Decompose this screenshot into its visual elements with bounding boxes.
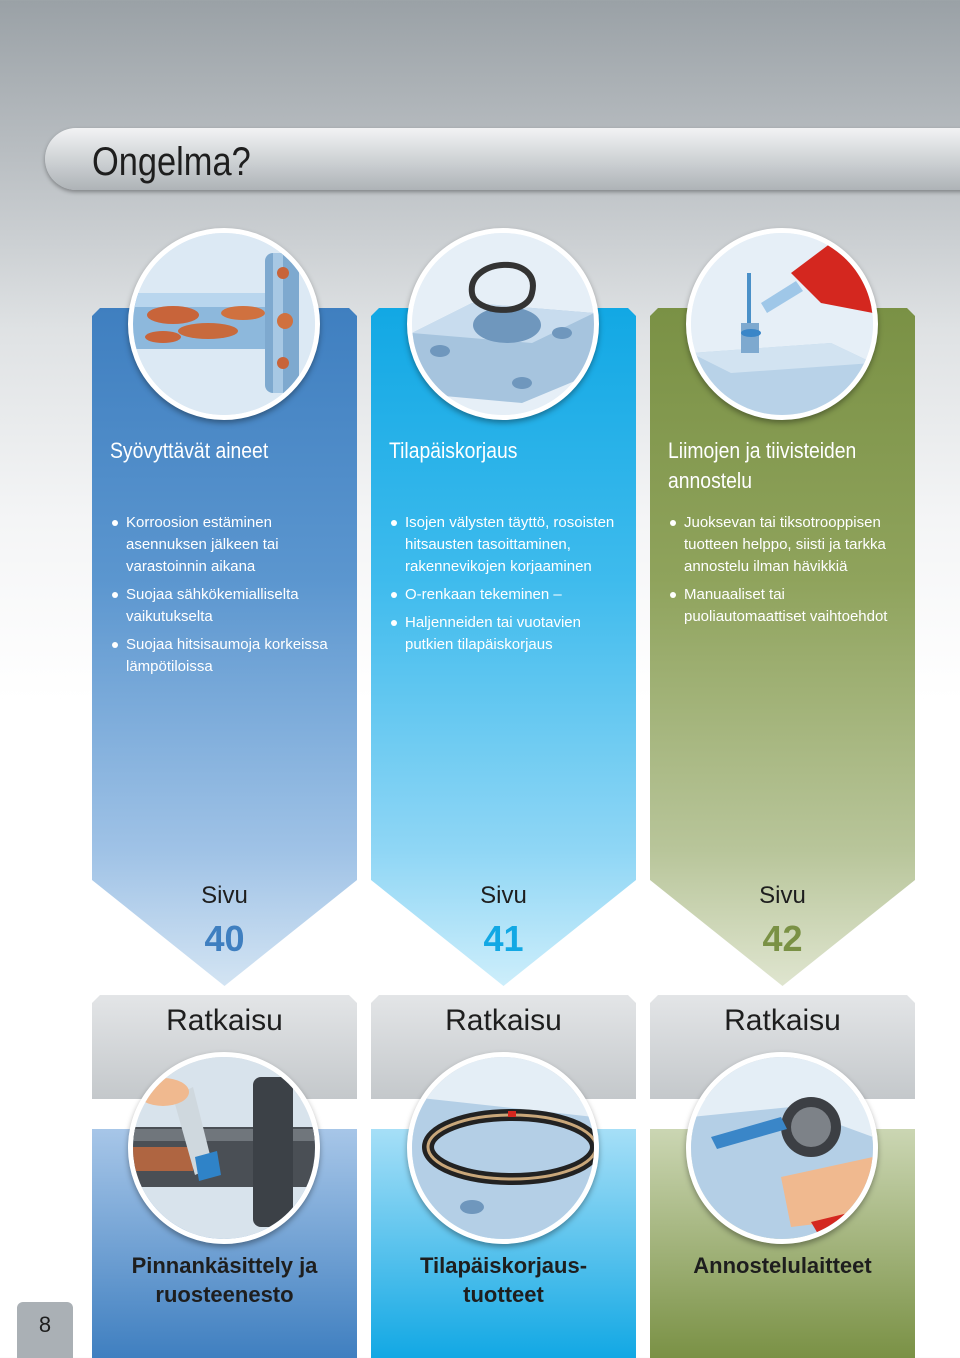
problem-bullets-dispensing	[668, 512, 906, 634]
list-item: Korroosion estäminen asennuksen jälkeen tai varastoinnin aikana	[110, 512, 348, 578]
solution-title-line: tuotteet	[463, 1282, 544, 1307]
broken-flange-illustration	[407, 228, 599, 420]
list-item: Haljenneiden tai vuotavien putkien tilapäiskorjaus	[389, 612, 627, 656]
solution-label: Ratkaisu	[724, 1004, 841, 1037]
list-item: Manuaaliset tai puoliautomaattiset vaihtoehdot	[668, 584, 906, 628]
solution-title-dispensers	[650, 1251, 915, 1280]
solution-label: Ratkaisu	[166, 1004, 283, 1037]
page-number: 8	[38, 1312, 52, 1337]
dispenser-hand-illustration	[686, 1052, 878, 1244]
list-item: Isojen välysten täyttö, rosoisten hitsausten tasoittaminen, rakennevikojen korjaaminen	[389, 512, 627, 578]
page-title: Ongelma?	[92, 140, 251, 184]
problem-title-corrosion: Syövyttävät aineet	[110, 438, 269, 463]
o-ring-illustration	[407, 1052, 599, 1244]
corroded-pipe-illustration	[128, 228, 320, 420]
solution-title-surface	[92, 1251, 357, 1309]
sivu-label: Sivu	[480, 882, 527, 909]
sivu-label: Sivu	[201, 882, 248, 909]
solution-title-line: ruosteenesto	[155, 1282, 294, 1307]
page-ref-42[interactable]: 42	[762, 918, 803, 959]
solution-title-repair-products	[371, 1251, 636, 1309]
solution-title-line: Tilapäiskorjaus-	[419, 1253, 588, 1278]
solution-title-line: Annostelulaitteet	[693, 1253, 872, 1278]
problem-title-repair: Tilapäiskorjaus	[389, 438, 518, 463]
dispensing-bottle-illustration	[686, 228, 878, 420]
list-item: Suojaa sähkökemialliselta vaikutukselta	[110, 584, 348, 628]
list-item: Suojaa hitsisaumoja korkeissa lämpötiloissa	[110, 634, 348, 678]
list-item: Juoksevan tai tiksotrooppisen tuotteen helppo, siisti ja tarkka annostelu ilman hävikkiä	[668, 512, 906, 578]
problem-title-dispensing-line1: Liimojen ja tiivisteiden	[668, 438, 857, 463]
problem-title-dispensing-line2: annostelu	[668, 468, 752, 493]
sivu-label: Sivu	[759, 882, 806, 909]
problem-bullets-corrosion	[110, 512, 348, 684]
list-item: O-renkaan tekeminen –	[389, 584, 627, 606]
solution-title-line: Pinnankäsittely ja	[131, 1253, 318, 1278]
brush-painting-pipe-illustration	[128, 1052, 320, 1244]
page-ref-40[interactable]: 40	[204, 918, 245, 959]
page-ref-41[interactable]: 41	[483, 918, 524, 959]
solution-label: Ratkaisu	[445, 1004, 562, 1037]
problem-bullets-repair	[389, 512, 627, 662]
